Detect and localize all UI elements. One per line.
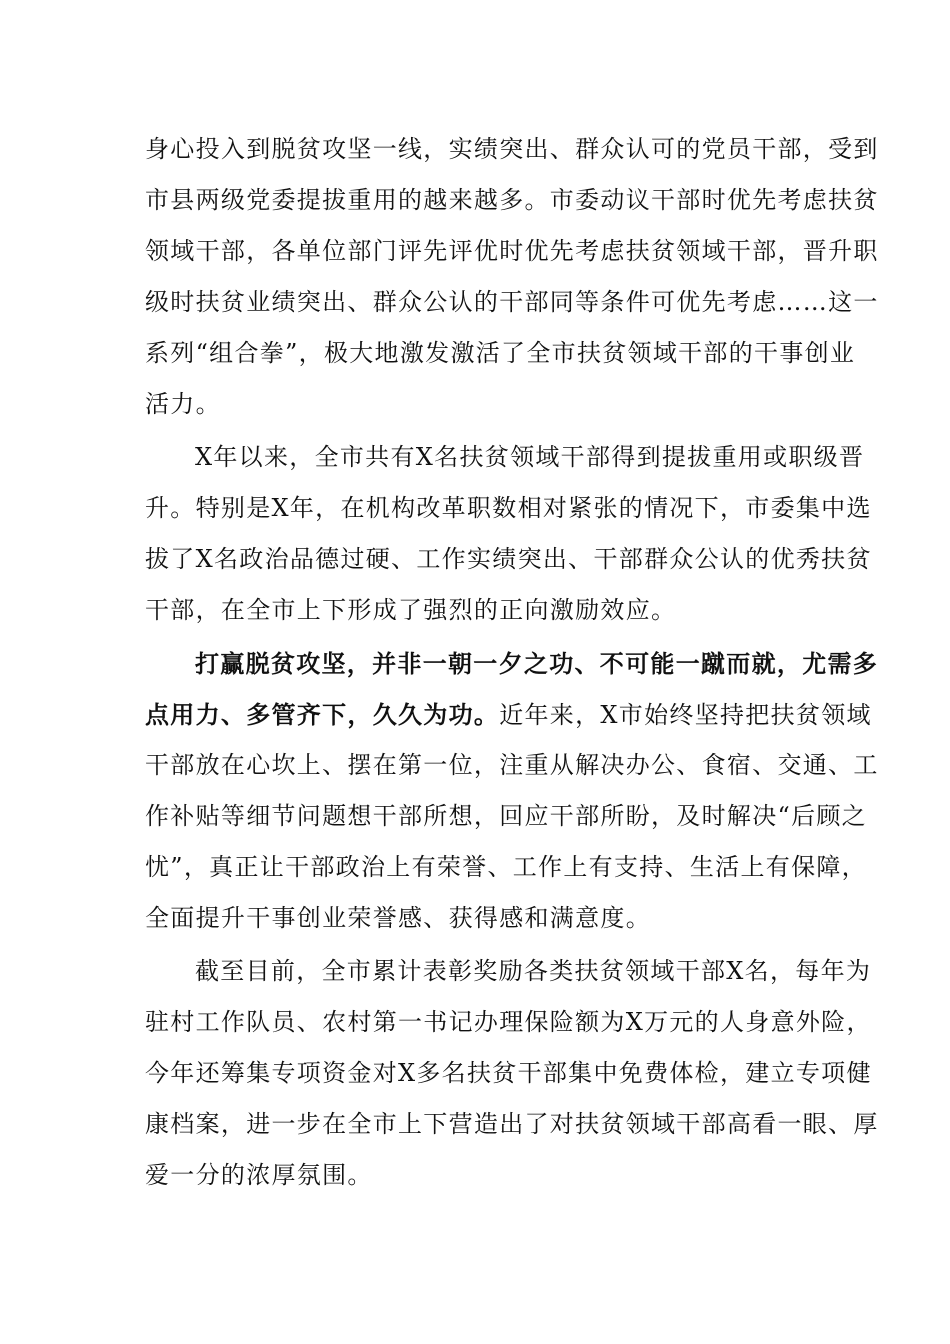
text-line: 驻村工作队员、农村第一书记办理保险额为X万元的人身意外险，	[145, 1008, 872, 1036]
paragraph-2	[145, 432, 872, 636]
paragraph-3	[145, 638, 879, 944]
text-line: 干部，在全市上下形成了强烈的正向激励效应。	[145, 596, 677, 624]
bold-lead-sentence-end: 点用力、多管齐下，久久为功。	[145, 700, 500, 729]
text-line-rest: 近年来，X市始终坚持把扶贫领域	[499, 701, 872, 729]
paragraph-4	[145, 946, 879, 1201]
text-line: X年以来，全市共有X名扶贫领域干部得到提拔重用或职级晋	[195, 443, 865, 471]
text-line: 身心投入到脱贫攻坚一线，实绩突出、群众认可的党员干部，受到	[145, 135, 879, 163]
text-line: 升。特别是X年，在机构改革职数相对紧张的情况下，市委集中选	[145, 494, 872, 522]
text-line: 爱一分的浓厚氛围。	[145, 1161, 373, 1189]
text-line: 市县两级党委提拔重用的越来越多。市委动议干部时优先考虑扶贫	[145, 186, 879, 214]
document-body	[145, 124, 879, 1201]
text-line: 领域干部，各单位部门评先评优时优先考虑扶贫领域干部，晋升职	[145, 237, 879, 265]
text-line: 作补贴等细节问题想干部所想，回应干部所盼，及时解决“后顾之	[145, 802, 867, 830]
text-line: 活力。	[145, 390, 221, 418]
text-line: 系列“组合拳”，极大地激发激活了全市扶贫领域干部的干事创业	[145, 339, 856, 367]
text-line: 级时扶贫业绩突出、群众公认的干部同等条件可优先考虑……这一	[145, 288, 879, 316]
text-line: 截至目前，全市累计表彰奖励各类扶贫领域干部X名，每年为	[195, 957, 872, 985]
text-line: 康档案，进一步在全市上下营造出了对扶贫领域干部高看一眼、厚	[145, 1110, 879, 1138]
text-line: 今年还筹集专项资金对X多名扶贫干部集中免费体检，建立专项健	[145, 1059, 872, 1087]
text-line: 拔了X名政治品德过硬、工作实绩突出、干部群众公认的优秀扶贫	[145, 545, 872, 573]
text-line: 忧”，真正让干部政治上有荣誉、工作上有支持、生活上有保障，	[145, 853, 867, 881]
paragraph-1	[145, 124, 879, 430]
text-line	[145, 689, 872, 740]
bold-lead-sentence: 打赢脱贫攻坚，并非一朝一夕之功、不可能一蹴而就，尤需多	[195, 649, 879, 678]
text-line: 干部放在心坎上、摆在第一位，注重从解决办公、食宿、交通、工	[145, 751, 879, 779]
text-line: 全面提升干事创业荣誉感、获得感和满意度。	[145, 904, 651, 932]
